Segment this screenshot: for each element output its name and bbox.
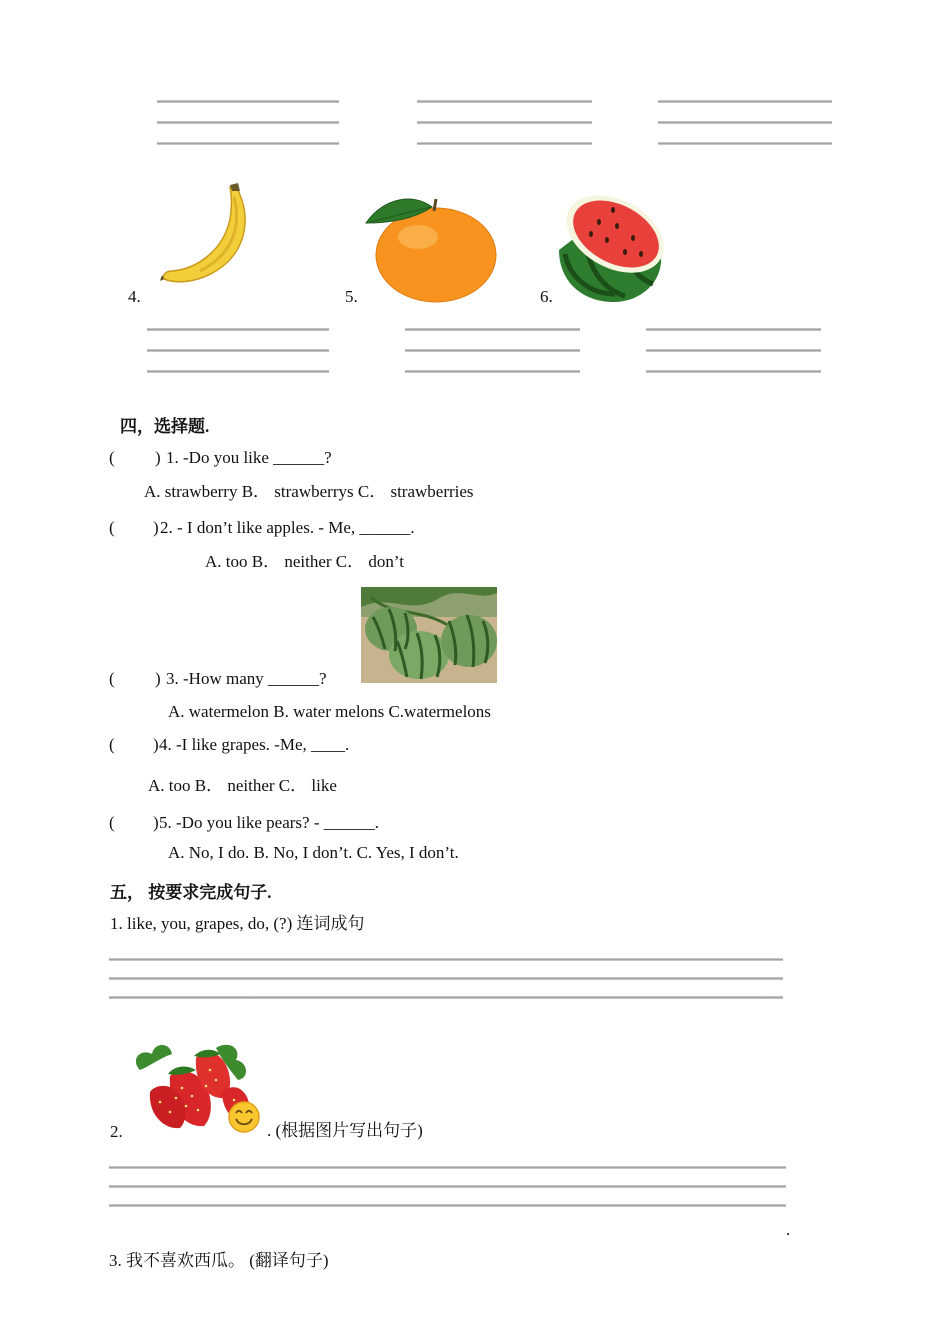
q3-text: 3. -How many ______? (166, 669, 327, 688)
q5-paren-close: ) (153, 813, 159, 832)
watermelon-slice-icon (555, 196, 669, 304)
smiley-face-icon (227, 1100, 261, 1134)
s2-answer-lines[interactable] (109, 1166, 786, 1223)
s2-number: 2. (110, 1122, 123, 1141)
answer-lines-2[interactable] (417, 100, 592, 163)
q2-text: 2. - I don’t like apples. - Me, ______. (160, 518, 415, 537)
section5-heading: 五， 按要求完成句子. (110, 883, 272, 902)
fruit-number-4: 4. (128, 287, 141, 306)
q5-options: A. No, I do. B. No, I don’t. C. Yes, I don’t. (168, 843, 459, 862)
q1-options: A. strawberry B． strawberrys C． strawberries (144, 482, 474, 501)
s1-prompt: 1. like, you, grapes, do, (?) 连词成句 (110, 914, 365, 933)
s1-answer-lines[interactable] (109, 958, 783, 1015)
q1-text: 1. -Do you like ______? (166, 448, 332, 467)
answer-lines-5[interactable] (405, 328, 580, 391)
q1-paren-close: ) (155, 448, 161, 467)
watermelons-photo (361, 587, 497, 683)
q4-options: A. too B． neither C． like (148, 776, 337, 795)
banana-icon (160, 183, 252, 287)
section4-heading: 四，选择题. (120, 417, 210, 436)
q2-paren-open[interactable]: ( (109, 518, 115, 537)
q2-paren-close: ) (153, 518, 159, 537)
answer-lines-6[interactable] (646, 328, 821, 391)
q1-paren-open[interactable]: ( (109, 448, 115, 467)
q4-paren-open[interactable]: ( (109, 735, 115, 754)
trailing-dot: . (786, 1220, 791, 1239)
fruit-number-5: 5. (345, 287, 358, 306)
q3-options: A. watermelon B. water melons C.watermelons (168, 702, 491, 721)
answer-lines-1[interactable] (157, 100, 339, 163)
q2-options: A. too B． neither C． don’t (205, 552, 404, 571)
answer-lines-4[interactable] (147, 328, 329, 391)
q4-paren-close: ) (153, 735, 159, 754)
q5-text: 5. -Do you like pears? - ______. (159, 813, 380, 832)
q3-paren-open[interactable]: ( (109, 669, 115, 688)
orange-icon (362, 193, 498, 303)
fruit-number-6: 6. (540, 287, 553, 306)
q3-paren-close: ) (155, 669, 161, 688)
answer-lines-3[interactable] (658, 100, 832, 163)
q5-paren-open[interactable]: ( (109, 813, 115, 832)
s3-prompt: 3. 我不喜欢西瓜。 (翻译句子) (109, 1251, 329, 1270)
s2-instruction: . (根据图片写出句子) (267, 1121, 423, 1140)
q4-text: 4. -I like grapes. -Me, ____. (159, 735, 350, 754)
